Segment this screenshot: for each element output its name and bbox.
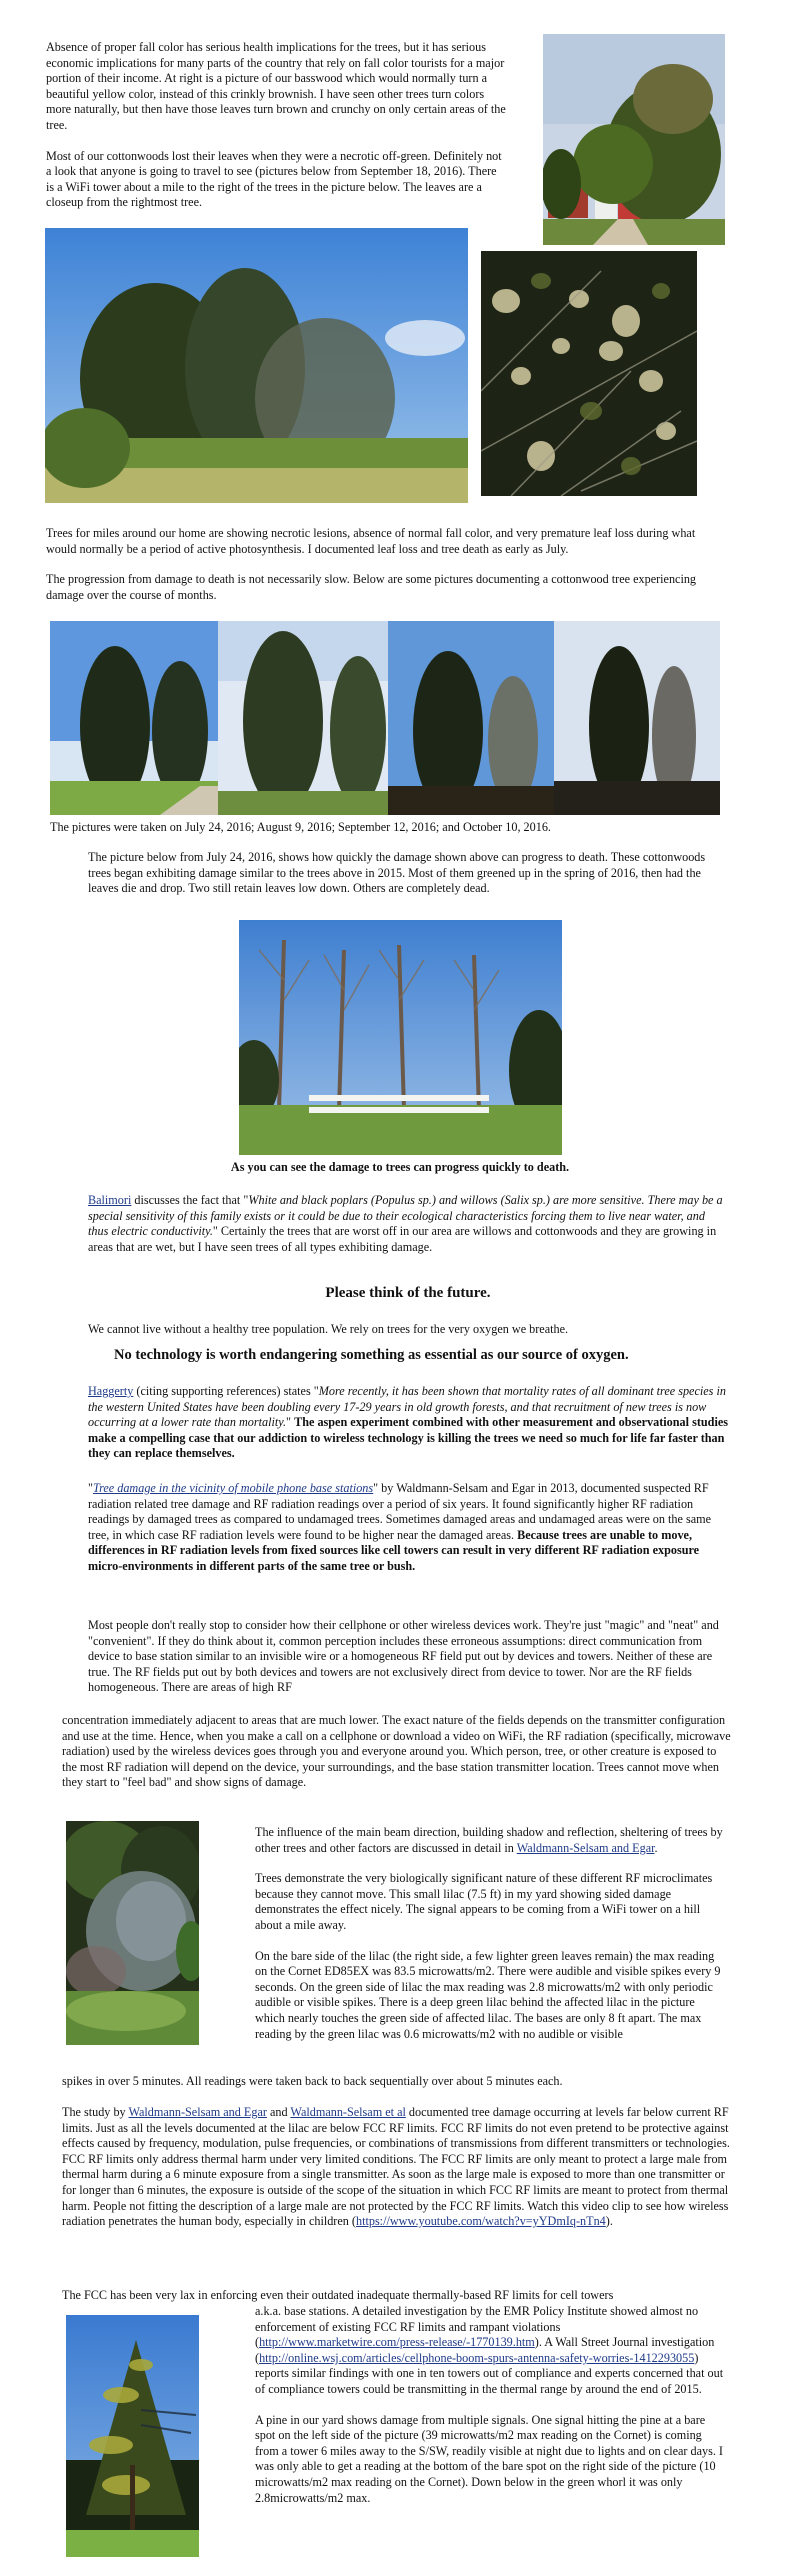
- oxygen-heading: No technology is worth endangering something as essential as our source of oxygen.: [114, 1347, 629, 1363]
- progression-photo-september: [388, 621, 554, 815]
- fcc-lax-block: [255, 2304, 725, 2506]
- fcc-lax-post: ) reports similar findings with one in ten towers out of compliance and experts concerned that out of compliance towers could be transmitting in the thermal range by around the end of 2015.: [255, 2350, 724, 2396]
- progression-photo-july: [50, 621, 218, 815]
- haggerty-link[interactable]: Haggerty: [88, 1384, 134, 1398]
- tree-damage-study-link[interactable]: [93, 1481, 373, 1495]
- fcc-study-paragraph: [62, 2105, 732, 2230]
- lilac-readings-continued: spikes in over 5 minutes. All readings were taken back to back sequentially over about 5 minutes each.: [62, 2074, 563, 2088]
- marketwire-link[interactable]: http://www.marketwire.com/press-release/-1770139.htm: [259, 2335, 535, 2350]
- waldmann-selsam-egar-link[interactable]: Waldmann-Selsam and Egar: [516, 1840, 655, 1855]
- fcc-lax-mid: ). A Wall Street Journal investigation (: [255, 2335, 715, 2365]
- beam-direction-paragraph: [255, 1825, 725, 1856]
- cottonwood-grove-photo: [45, 228, 468, 503]
- fcc-lax-pre: a.k.a. base stations. A detailed investigation by the EMR Policy Institute showed almost no enforcement of existing FCC RF limits and rampant violations (: [255, 2304, 699, 2350]
- fcc-study-end: ).: [605, 2214, 613, 2229]
- youtube-video-link[interactable]: https://www.youtube.com/watch?v=yYDmIq-nTn4: [355, 2214, 606, 2229]
- period: .: [654, 1840, 658, 1855]
- open-quote: ": [88, 1481, 93, 1495]
- fcc-study-and: and: [266, 2105, 291, 2119]
- fcc-lax-first-line: The FCC has been very lax in enforcing even their outdated inadequate thermally-based RF limits for cell towers: [62, 2288, 614, 2302]
- microclimate-paragraph: Trees demonstrate the very biologically significant nature of these different RF microclimates because they cannot move. This small lilac (7.5 ft) in my yard showing sided damage demonstrates the effect nicely. The signal appears to be coming from a WiFi tower on a hill about a mile away.: [255, 1871, 713, 1932]
- waldmann-paragraph: [88, 1481, 728, 1575]
- death-caption: As you can see the damage to trees can progress quickly to death.: [230, 1160, 570, 1174]
- haggerty-paragraph: [88, 1384, 728, 1462]
- basswood-tree-photo: [543, 34, 725, 245]
- dead-cottonwoods-photo: [239, 920, 562, 1155]
- haggerty-quote: More recently, it has been shown that mortality rates of all dominant tree species in the western United States have been doubling every 17-29 years in old growth forests, and that recruitment of new trees is now occurring at a lower rate than mortality.: [88, 1384, 726, 1430]
- balimori-quote: White and black poplars (Populus sp.) and willows (Salix sp.) are more sensitive. There may be a special sensitivity of this family exists or it could be due to their ecological characteristics forcing them to live near water, and thus electric conductivity.: [88, 1193, 723, 1239]
- pine-tree-photo: [66, 2315, 199, 2557]
- beam-direction-text: The influence of the main beam direction, building shadow and reflection, sheltering of trees by other trees and other factors are discussed in detail in: [255, 1825, 723, 1855]
- cottonwood-leaves-closeup-photo: [481, 251, 697, 496]
- perception-paragraph-part1: Most people don't really stop to consider how their cellphone or other wireless devices work. They're just "magic" and "neat" and "convenient". If they do think about it, common perception includes these erroneous assumptions: direct communication from device to base station similar to an invisible wire or a homogeneous RF field put out by devices and towers. Neither of these are true. The RF fields put out by both devices and towers are not exclusively direct from device to tower. Nor are the RF fields homogeneous. There are areas of high RF: [88, 1618, 719, 1695]
- waldmann-body: " by Waldmann-Selsam and Egar in 2013, documented suspected RF radiation related tree damage and RF radiation readings over a period of six years. It found significantly higher RF radiation readings by damaged trees as compared to undamaged trees. Sometimes damaged areas and undamaged areas were on the same tree, in which case RF radiation levels were found to be higher near the damaged areas.: [88, 1481, 712, 1542]
- cottonwoods-paragraph: Most of our cottonwoods lost their leaves when they were a necrotic off-green. Definitely not a look that anyone is going to travel to see (pictures below from September 18, 2016). There is a WiFi tower about a mile to the right of the trees in the picture below. The leaves are a closeup from the rightmost tree.: [46, 148, 502, 210]
- progression-photo-august: [218, 621, 388, 815]
- lilac-text-block: [255, 1825, 725, 2042]
- haggerty-bold: The aspen experiment combined with other measurement and observational studies make a compelling case that our addiction to wireless technology is killing the trees we need so much for life far faster than they can replace themselves.: [88, 1415, 728, 1461]
- fcc-lax-paragraph: [255, 2304, 725, 2398]
- intro-text-block: [46, 40, 506, 211]
- future-heading: Please think of the future.: [325, 1285, 491, 1301]
- fall-color-paragraph: Absence of proper fall color has serious health implications for the trees, but it has serious economic implications for many parts of the country that rely on fall color tourists for a major portion of their income. At right is a picture of our basswood which would normally turn a beautiful yellow color, instead of this crinkly brownish. I have seen other trees turn colors more naturally, but then have those leaves turn brown and crunchy on only certain areas of the tree.: [46, 40, 506, 132]
- waldmann-selsam-egar-link-2[interactable]: Waldmann-Selsam and Egar: [128, 2105, 267, 2119]
- balimori-post: " Certainly the trees that are worst off in our area are willows and cottonwoods and they are growing in areas that are wet, but I have seen trees of all types exhibiting damage.: [88, 1224, 717, 1254]
- oxygen-text: We cannot live without a healthy tree population. We rely on trees for the very oxygen we breathe.: [88, 1322, 569, 1336]
- progression-photo-strip: [50, 621, 720, 815]
- tree-damage-study-link-text: Tree damage in the vicinity of mobile phone base stations: [92, 1481, 374, 1495]
- lilac-photo: [66, 1821, 199, 2045]
- necrotic-text-block: [46, 526, 716, 603]
- waldmann-bold: Because trees are unable to move, differences in RF radiation levels from fixed sources like cell towers can result in very different RF radiation exposure micro-environments in different parts of the same tree or bush.: [88, 1527, 700, 1573]
- progression-paragraph: The progression from damage to death is not necessarily slow. Below are some pictures documenting a cottonwood tree experiencing damage over the course of months.: [46, 572, 697, 602]
- fcc-study-pre: The study by: [62, 2105, 129, 2119]
- waldmann-selsam-et-al-link[interactable]: Waldmann-Selsam et al: [290, 2105, 406, 2119]
- wsj-link[interactable]: http://online.wsj.com/articles/cellphone-boom-spurs-antenna-safety-worries-1412293055: [259, 2350, 695, 2365]
- balimori-pre: discusses the fact that ": [131, 1193, 249, 1207]
- fcc-study-body: documented tree damage occurring at levels far below current RF limits. Just as all the levels documented at the lilac are below FCC RF limits. FCC RF limits do not even pretend to be protective against effects caused by frequency, modulation, pulse frequencies, or combinations of transmissions from different transmitters or technologies. FCC RF limits only address thermal harm under very limited conditions. The FCC RF limits are only meant to protect a large male from thermal harm during a 6 minute exposure from a single transmitter. As soon as the large male is exposed to more than one transmitter or for longer than 6 minutes, the exposure is outside of the scope of the situation in which FCC RF limits are meant to protect from thermal harm. People not fitting the description of a large male are not protected by the FCC RF limits. Watch this video clip to see how wireless radiation penetrates the human body, especially in children (: [62, 2105, 730, 2229]
- progression-photo-october: [554, 621, 720, 815]
- pine-paragraph: A pine in our yard shows damage from multiple signals. One signal hitting the pine at a bare spot on the left side of the picture (39 microwatts/m2 max reading on the Cornet) is coming from a tower 6 miles away to the S/SW, readily visible at night due to lights and on clear days. I was only able to get a reading at the bottom of the bare spot on the right side of the picture (10 microwatts/m2 max reading on the Cornet). Down below in the green whorl it was only 2.8microwatts/m2 max.: [255, 2412, 723, 2505]
- balimori-paragraph: [88, 1193, 728, 1255]
- haggerty-post: ": [286, 1415, 295, 1430]
- necrotic-paragraph: Trees for miles around our home are showing necrotic lesions, absence of normal fall color, and very premature leaf loss during what would normally be a period of active photosynthesis. I documented leaf loss and tree death as early as July.: [46, 526, 696, 556]
- death-progress-paragraph: The picture below from July 24, 2016, shows how quickly the damage shown above can progress to death. These cottonwoods trees began exhibiting damage similar to the trees above in 2015. Most of them greened up in the spring of 2016, then had the leaves die and drop. Two still retain leaves low down. Others are completely dead.: [88, 850, 706, 896]
- haggerty-pre: (citing supporting references) states ": [133, 1384, 319, 1398]
- balimori-link[interactable]: Balimori: [88, 1193, 132, 1207]
- lilac-readings-paragraph: On the bare side of the lilac (the right side, a few lighter green leaves remain) the max reading on the Cornet ED85EX was 83.5 microwatts/m2. There were audible and visible spikes every 9 seconds. On the green side of lilac the max reading was 2.8 microwatts/m2 with only periodic audible or visible spikes. There is a deep green lilac behind the affected lilac in the picture which nearly touches the green side of affected lilac. The bases are only 8 ft apart. The max reading by the green lilac was 0.6 microwatts/m2 with no audible or visible: [255, 1948, 721, 2041]
- progression-caption: The pictures were taken on July 24, 2016; August 9, 2016; September 12, 2016; and October 10, 2016.: [50, 820, 551, 834]
- perception-paragraph-part2: concentration immediately adjacent to areas that are much lower. The exact nature of the fields depends on the transmitter configuration and use at the time. Hence, when you make a call on a cellphone or download a video on WiFi, the RF radiation (specifically, microwave radiation) used by the wireless devices goes through you and everyone around you. Which person, tree, or other creature is exposed to the most RF radiation will depend on the device, your surroundings, and the base station transmitter location. Trees cannot move when they start to "feel bad" and show signs of damage.: [62, 1713, 731, 1790]
